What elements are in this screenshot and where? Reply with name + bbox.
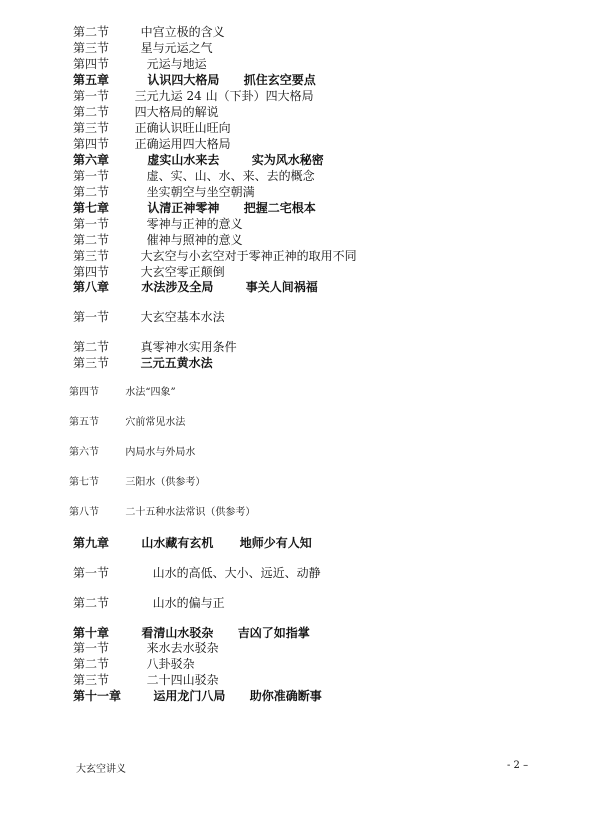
toc-entry xyxy=(69,506,255,520)
entry-title: 四大格局的解说 xyxy=(134,105,219,119)
toc-chapter xyxy=(73,73,316,87)
entry-title: 二十四山驳杂 xyxy=(146,673,219,687)
toc-entry xyxy=(73,137,231,151)
toc-entry xyxy=(73,657,195,671)
entry-number: 第三节 xyxy=(73,249,110,263)
entry-title: 三阳水（供参考） xyxy=(125,477,206,488)
entry-number: 第五节 xyxy=(69,417,99,428)
entry-title: 元运与地运 xyxy=(146,57,207,71)
toc-entry xyxy=(73,596,225,610)
entry-title: 八卦驳杂 xyxy=(146,657,195,671)
entry-title: 坐实朝空与坐空朝满 xyxy=(146,185,255,199)
toc-entry xyxy=(73,41,213,55)
entry-number: 第三节 xyxy=(73,673,110,687)
toc-entry xyxy=(73,249,357,263)
chapter-title: 水法涉及全局 xyxy=(141,280,214,294)
page-number: - 2 – xyxy=(507,760,529,771)
entry-title: 三元九运 24 山（下卦）四大格局 xyxy=(134,89,314,103)
entry-title: 穴前常见水法 xyxy=(125,417,186,428)
entry-number: 第四节 xyxy=(73,137,110,151)
entry-number: 第四节 xyxy=(73,265,110,279)
chapter-title: 看清山水驳杂 xyxy=(141,626,214,640)
entry-title: 中宫立极的含义 xyxy=(140,25,225,39)
chapter-number: 第八章 xyxy=(73,280,110,294)
entry-title: 虚、实、山、水、来、去的概念 xyxy=(146,169,315,183)
entry-number: 第二节 xyxy=(73,596,110,610)
toc-chapter xyxy=(73,153,324,167)
chapter-title: 虚实山水来去 xyxy=(147,153,220,167)
toc-entry xyxy=(73,25,225,39)
chapter-subtitle: 助你准确断事 xyxy=(249,689,322,703)
entry-number: 第二节 xyxy=(73,25,110,39)
toc-entry xyxy=(73,185,255,199)
chapter-subtitle: 抓住玄空要点 xyxy=(243,73,316,87)
toc-entry xyxy=(73,566,321,580)
chapter-title: 山水藏有玄机 xyxy=(141,536,214,550)
entry-number: 第三节 xyxy=(73,41,110,55)
toc-entry xyxy=(73,356,213,370)
entry-title: 零神与正神的意义 xyxy=(146,217,243,231)
toc-chapter xyxy=(73,689,322,703)
entry-title: 来水去水驳杂 xyxy=(146,641,219,655)
entry-number: 第二节 xyxy=(73,657,110,671)
toc-entry xyxy=(73,121,231,135)
toc-entry xyxy=(73,217,243,231)
chapter-number: 第十一章 xyxy=(73,689,122,703)
entry-number: 第一节 xyxy=(73,169,110,183)
entry-title: 山水的高低、大小、远近、动静 xyxy=(152,566,321,580)
chapter-subtitle: 吉凶了如指掌 xyxy=(237,626,310,640)
chapter-number: 第十章 xyxy=(73,626,110,640)
entry-number: 第七节 xyxy=(69,477,99,488)
toc-entry xyxy=(73,310,225,324)
entry-title: 山水的偏与正 xyxy=(152,596,225,610)
entry-number: 第一节 xyxy=(73,89,110,103)
entry-number: 第三节 xyxy=(73,356,110,370)
entry-number: 第一节 xyxy=(73,310,110,324)
entry-title: 内局水与外局水 xyxy=(125,447,196,458)
entry-number: 第八节 xyxy=(69,507,99,518)
chapter-number: 第九章 xyxy=(73,536,110,550)
toc-entry xyxy=(73,340,237,354)
entry-number: 第四节 xyxy=(73,57,110,71)
toc-entry xyxy=(73,89,314,103)
chapter-subtitle: 事关人间祸福 xyxy=(245,280,318,294)
entry-title: 水法“四象” xyxy=(125,387,176,398)
entry-number: 第六节 xyxy=(69,447,99,458)
footer-title: 大玄空讲义 xyxy=(76,764,126,775)
entry-title: 催神与照神的意义 xyxy=(146,233,243,247)
toc-entry xyxy=(73,673,219,687)
toc-entry xyxy=(69,476,205,490)
toc-chapter xyxy=(73,536,312,550)
toc-entry xyxy=(69,416,185,430)
entry-number: 第一节 xyxy=(73,566,110,580)
toc-entry xyxy=(69,446,195,460)
chapter-number: 第七章 xyxy=(73,201,110,215)
chapter-subtitle: 实为风水秘密 xyxy=(251,153,324,167)
chapter-number: 第六章 xyxy=(73,153,110,167)
chapter-title: 认清正神零神 xyxy=(147,201,220,215)
entry-number: 第四节 xyxy=(69,387,99,398)
entry-title: 大玄空基本水法 xyxy=(140,310,225,324)
entry-title: 大玄空零正颠倒 xyxy=(140,265,225,279)
chapter-title: 运用龙门八局 xyxy=(153,689,226,703)
entry-number: 第二节 xyxy=(73,233,110,247)
chapter-subtitle: 把握二宅根本 xyxy=(243,201,316,215)
chapter-subtitle: 地师少有人知 xyxy=(239,536,312,550)
chapter-title: 认识四大格局 xyxy=(147,73,220,87)
toc-entry xyxy=(73,105,219,119)
toc-entry xyxy=(73,233,243,247)
entry-number: 第二节 xyxy=(73,185,110,199)
entry-number: 第一节 xyxy=(73,217,110,231)
entry-number: 第二节 xyxy=(73,340,110,354)
entry-title: 正确认识旺山旺向 xyxy=(134,121,231,135)
entry-title: 真零神水实用条件 xyxy=(140,340,237,354)
entry-title: 正确运用四大格局 xyxy=(134,137,231,151)
toc-chapter xyxy=(73,201,316,215)
entry-number: 第一节 xyxy=(73,641,110,655)
toc-entry xyxy=(73,641,219,655)
toc-chapter xyxy=(73,626,310,640)
chapter-number: 第五章 xyxy=(73,73,110,87)
entry-title: 星与元运之气 xyxy=(140,41,213,55)
toc-entry xyxy=(69,386,176,400)
entry-title: 大玄空与小玄空对于零神正神的取用不同 xyxy=(140,249,357,263)
entry-title: 三元五黄水法 xyxy=(140,356,213,370)
entry-number: 第二节 xyxy=(73,105,110,119)
entry-number: 第三节 xyxy=(73,121,110,135)
toc-entry xyxy=(73,169,315,183)
toc-entry xyxy=(73,57,207,71)
toc-chapter xyxy=(73,280,318,294)
toc-entry xyxy=(73,265,225,279)
entry-title: 二十五种水法常识（供参考） xyxy=(125,507,256,518)
